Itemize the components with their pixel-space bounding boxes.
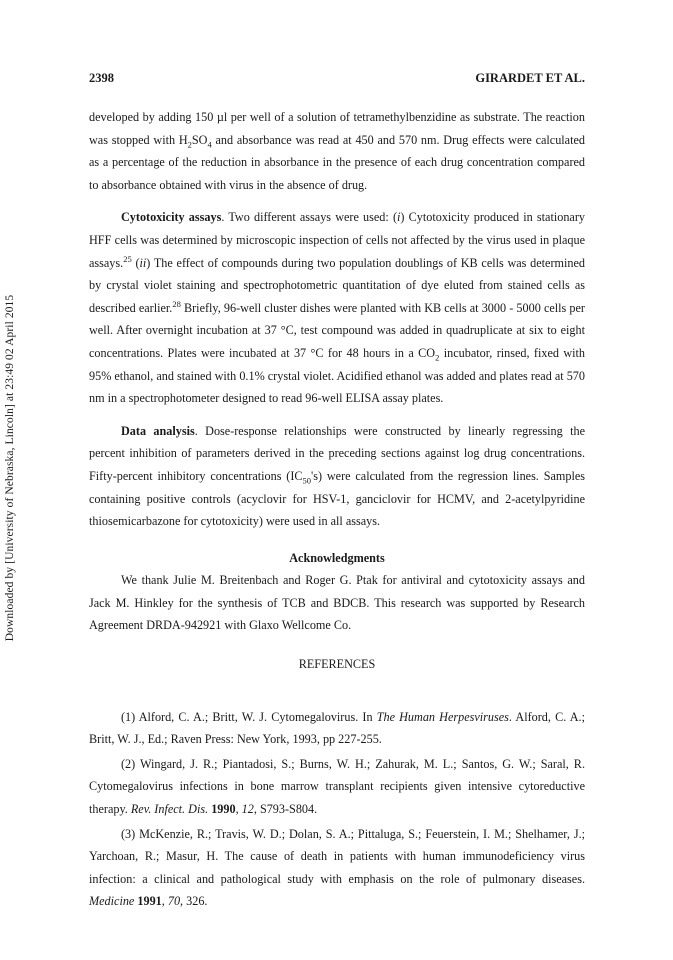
text: . Two different assays were used: ( <box>221 210 398 225</box>
page-header <box>89 71 585 87</box>
page-number: 2398 <box>89 71 114 85</box>
subscript: 50 <box>302 475 312 486</box>
text: . Dose-response relationships were constructed by linearly regressing the percent inhibition of parameters derived in the preceding sections against log drug concentrations. Fifty-percent inhibitory concentrations (IC <box>89 423 585 483</box>
text: Wingard, J. R.; Piantadosi, S.; Burns, W. H.; Zahurak, M. L.; Santos, G. W.; Saral, R. Cytomegalovirus infections in bone marrow transplant recipients given intensive cytoreductive therapy. <box>89 756 585 817</box>
citation-superscript: 28 <box>172 298 181 309</box>
paragraph-data-analysis <box>89 420 585 533</box>
reference-number: (2) <box>121 756 136 771</box>
section-heading-data-analysis: Data analysis <box>121 423 195 438</box>
reference-item <box>89 753 585 821</box>
subscript: 2 <box>187 139 192 150</box>
download-watermark <box>2 268 18 668</box>
download-note: Downloaded by [University of Nebraska, Lincoln] at 23:49 02 April 2015 <box>4 294 16 642</box>
text: . Alford, C. A.; Britt, W. J., Ed.; Raven Press: New York, 1993, pp 227-255. <box>89 709 585 747</box>
text: ) The effect of compounds during two population doublings of KB cells was determined by crystal violet staining and spectrophotometric quantitation of dye eluted from stained cells as described earlier. <box>89 255 585 315</box>
italic-text: Rev. Infect. Dis. <box>130 802 209 817</box>
running-head: GIRARDET ET AL. <box>475 71 585 85</box>
text: incubator, rinsed, fixed with 95% ethanol, and stained with 0.1% crystal violet. Acidified ethanol was added and plates read at 570 nm in a spectrophotometer designed to read 96-well ELISA assay plates. <box>89 345 585 406</box>
text: 's) were calculated from the regression lines. Samples containing positive controls (acyclovir for HSV-1, ganciclovir for HCMV, and 2-acetylpyridine thiosemicarbazone for cytotoxicity) were used in all assays. <box>89 468 585 529</box>
text: Briefly, 96-well cluster dishes were planted with KB cells at 3000 - 5000 cells per well. After overnight incubation at 37 °C, test compound was added in quadruplicate at six to eight concentrations. Plates were incubated at 37 °C for 48 hours in a CO <box>89 300 585 360</box>
paragraph-elisa-continued <box>89 106 585 196</box>
italic-text: 12 <box>241 802 254 817</box>
section-heading-cytotoxicity: Cytotoxicity assays <box>121 210 222 225</box>
text: ( <box>131 255 140 270</box>
reference-item <box>89 823 585 913</box>
italic-text: ii <box>139 255 147 270</box>
italic-text: i <box>397 210 401 225</box>
acknowledgments-heading: Acknowledgments <box>289 550 385 565</box>
bold-text: 1991 <box>137 894 162 909</box>
references-heading: REFERENCES <box>298 657 376 672</box>
paragraph-cytotoxicity <box>89 206 585 409</box>
text: , 326. <box>180 894 208 909</box>
reference-number: (3) <box>121 826 136 841</box>
italic-text: Medicine <box>89 894 135 909</box>
reference-item <box>89 706 585 751</box>
text: McKenzie, R.; Travis, W. D.; Dolan, S. A.; Pittaluga, S.; Feuerstein, I. M.; Shelhamer, J.; Yarchoan, R.; Masur, H. The cause of death in patients with human immunodeficiency virus infection: a clinical and pathological study with emphasis on the role of pulmonary diseases. <box>89 826 585 886</box>
italic-text: 70 <box>167 894 181 909</box>
text: Alford, C. A.; Britt, W. J. Cytomegalovirus. In <box>135 709 377 724</box>
reference-number: (1) <box>121 709 136 724</box>
text: and absorbance was read at 450 and 570 nm. Drug effects were calculated as a percentage of the reduction in absorbance in the presence of each drug concentration compared to absorbance obtained with virus in the absence of drug. <box>89 132 585 192</box>
citation-superscript: 25 <box>123 253 132 264</box>
text: , <box>235 802 242 817</box>
text: SO <box>191 132 208 147</box>
text: developed by adding 150 µl per well of a solution of tetramethylbenzidine as substrate. The reaction was stopped with H <box>89 110 585 147</box>
text: ) Cytotoxicity produced in stationary HFF cells was determined by microscopic inspection of cells not affected by the virus used in plaque assays. <box>89 210 585 270</box>
article-body <box>89 106 585 915</box>
text: , S793-S804. <box>253 802 318 817</box>
acknowledgments-text: We thank Julie M. Breitenbach and Roger G. Ptak for antiviral and cytotoxicity assays and Jack M. Hinkley for the synthesis of TCB and BDCB. This research was supported by Research Agreement DRDA-942921 with Glaxo Wellcome Co. <box>89 573 585 633</box>
italic-text: The Human Herpesviruses <box>376 709 509 724</box>
subscript: 4 <box>207 139 212 150</box>
subscript: 2 <box>435 352 440 363</box>
bold-text: 1990 <box>211 802 236 817</box>
text: , <box>161 894 168 909</box>
